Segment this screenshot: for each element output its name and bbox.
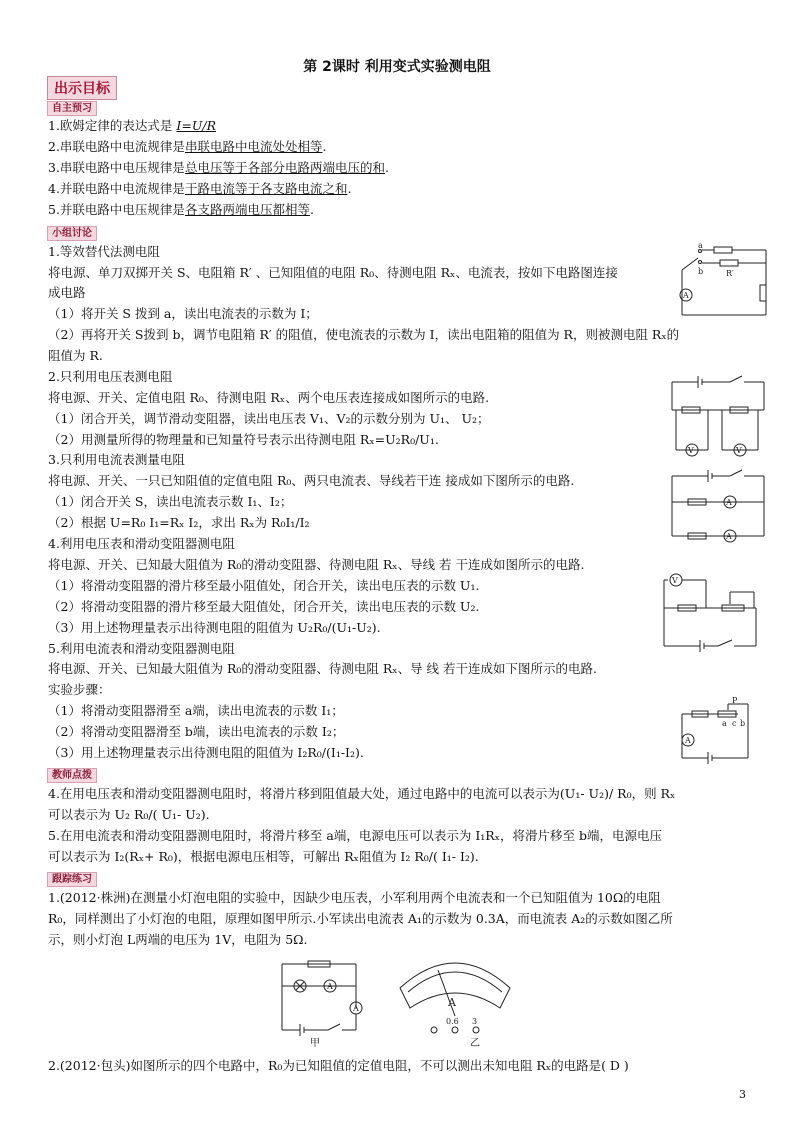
text-line: 2.只利用电压表测电阻 [48,369,173,384]
section-discussion-badge: 小组讨论 [47,226,97,241]
text-line: 5.利用电流表和滑动变阻器测电阻 [48,641,235,656]
text-line: 将电源、开关、已知最大阻值为 R₀的滑动变阻器、待测电阻 Rₓ、导线 若 干连成如图所示的电路. [48,557,585,572]
text-line: 4.利用电压表和滑动变阻器测电阻 [48,536,235,551]
goal-badge: 出示目标 [47,76,117,100]
preview-item: 2.串联电路中电流规律是串联电路中电流处处相等. [48,139,327,154]
text-line: R₀，同样测出了小灯泡的电阻，原理如图甲所示.小军读出电流表 A₁的示数为 0.3A，而电流表 A₂的示数如图乙所 [48,911,673,926]
text-line: 实验步骤： [48,682,111,697]
svg-text:V: V [736,446,742,455]
section-preview-badge: 自主预习 [47,101,97,116]
ammeter-dial-yi [390,948,520,1038]
svg-text:A: A [726,498,732,507]
text-line: （2）用测量所得的物理量和已知量符号表示出待测电阻 Rₓ=U₂R₀/U₁. [48,432,439,447]
figure-caption-yi: 乙 [470,1038,480,1049]
text-line: 将电源、开关、已知最大阻值为 R₀的滑动变阻器、待测电阻 Rₓ、导 线 若干连成如下图所示的电路. [48,661,598,676]
circuit-figure-3 [668,466,768,544]
svg-text:A: A [685,736,691,745]
text-line: 2.(2012·包头)如图所示的四个电路中，R₀为已知阻值的定值电阻，不可以测出未知电阻 Rₓ的电路是( D ) [48,1058,629,1073]
preview-item: 3.串联电路中电压规律是总电压等于各部分电路两端电压的和. [48,160,389,175]
text-line: 1.(2012·株洲)在测量小灯泡电阻的实验中，因缺少电压表，小军利用两个电流表和一个已知阻值为 10Ω的电阻 [48,890,661,905]
text-line: （2）将滑动变阻器滑至 b端，读出电流表的示数 I₂； [48,724,345,739]
section-teacher-badge: 教师点拨 [47,768,97,783]
svg-text:R′: R′ [726,269,734,278]
dial-unit: A [448,996,456,1009]
text-line: （2）再将开关 S拨到 b，调节电阻箱 R′ 的阻值，使电流表的示数为 I，读出电阻箱的阻值为 R，则被测电阻 Rₓ的 [48,327,680,342]
svg-text:a: a [722,719,727,728]
svg-text:b: b [698,267,704,276]
svg-text:V: V [688,446,694,455]
text-line: （1）闭合开关 S，读出电流表示数 I₁、I₂； [48,494,293,509]
svg-text:c: c [732,719,737,728]
svg-text:A: A [726,532,732,541]
text-line: （1）将滑动变阻器滑至 a端，读出电流表的示数 I₁； [48,703,344,718]
page-number: 3 [739,1088,746,1101]
text-line: 示，则小灯泡 L两端的电压为 1V，电阻为 5Ω. [48,932,308,947]
dial-tick: 0.6 [446,1017,459,1026]
page-title: 第 2课时 利用变式实验测电阻 [303,59,491,75]
svg-text:A: A [353,1004,359,1013]
text-line: 5.在用电流表和滑动变阻器测电阻时，将滑片移至 a端，电源电压可以表示为 I₁Rₓ，将滑片移至 b端，电源电压 [48,828,662,843]
preview-item: 5.并联电路中电压规律是各支路两端电压都相等. [48,202,314,217]
circuit-figure-2 [668,372,768,464]
text-line: 3.只利用电流表测量电阻 [48,452,185,467]
svg-text:V: V [672,576,678,585]
text-line: （2）将滑动变阻器的滑片移至最大阻值处，闭合开关，读出电压表的示数 U₂. [48,599,480,614]
circuit-figure-5 [678,694,758,764]
text-line: （1）将开关 S 拨到 a，读出电流表的示数为 I； [48,306,318,321]
text-line: （3）用上述物理量表示出待测电阻的阻值为 U₂R₀/(U₁-U₂). [48,620,381,635]
text-line: 可以表示为 I₂(Rₓ+ R₀)，根据电源电压相等，可解出 Rₓ阻值为 I₂ R₀/( I₁- I₂). [48,849,479,864]
text-line: 阻值为 R. [48,348,103,363]
circuit-figure-4 [660,570,760,652]
text-line: 将电源、开关、一只已知阻值的定值电阻 R₀、两只电流表、导线若干连 接成如下图所示的电路. [48,473,575,488]
dial-tick: 3 [472,1017,478,1026]
text-line: 将电源、单刀双掷开关 S、电阻箱 R′ 、已知阻值的电阻 R₀、待测电阻 Rₓ、电流表，按如下电路图连接 [48,265,618,280]
svg-text:A: A [327,982,333,991]
text-line: （3）用上述物理量表示出待测电阻的阻值为 I₂R₀/(I₁-I₂). [48,745,364,760]
preview-item: 1.欧姆定律的表达式是 I=U/R [48,118,216,133]
figure-caption-jia: 甲 [310,1038,320,1049]
text-line: （1）闭合开关，调节滑动变阻器，读出电压表 V₁、V₂的示数分别为 U₁、 U₂； [48,411,490,426]
svg-text:A: A [683,291,689,300]
text-line: （1）将滑动变阻器的滑片移至最小阻值处，闭合开关，读出电压表的示数 U₁. [48,578,480,593]
preview-item: 4.并联电路中电流规律是干路电流等于各支路电流之和. [48,181,352,196]
circuit-figure-1 [672,240,772,320]
section-practice-badge: 跟踪练习 [47,872,97,887]
text-line: （2）根据 U=R₀ I₁=Rₓ I₂，求出 Rₓ为 R₀I₁/I₂ [48,515,310,530]
text-line: 可以表示为 U₂ R₀/( U₁- U₂). [48,807,210,822]
circuit-figure-jia [276,956,372,1048]
svg-text:a: a [698,241,703,250]
svg-text:b: b [740,719,746,728]
text-line: 1.等效替代法测电阻 [48,244,160,259]
svg-text:P: P [732,696,738,705]
text-line: 4.在用电压表和滑动变阻器测电阻时，将滑片移到阻值最大处，通过电路中的电流可以表示为(U₁- U₂)/ R₀，则 Rₓ [48,786,676,801]
text-line: 将电源、开关、定值电阻 R₀、待测电阻 Rₓ、两个电压表连接成如图所示的电路. [48,390,490,405]
text-line: 成电路 [48,285,86,300]
